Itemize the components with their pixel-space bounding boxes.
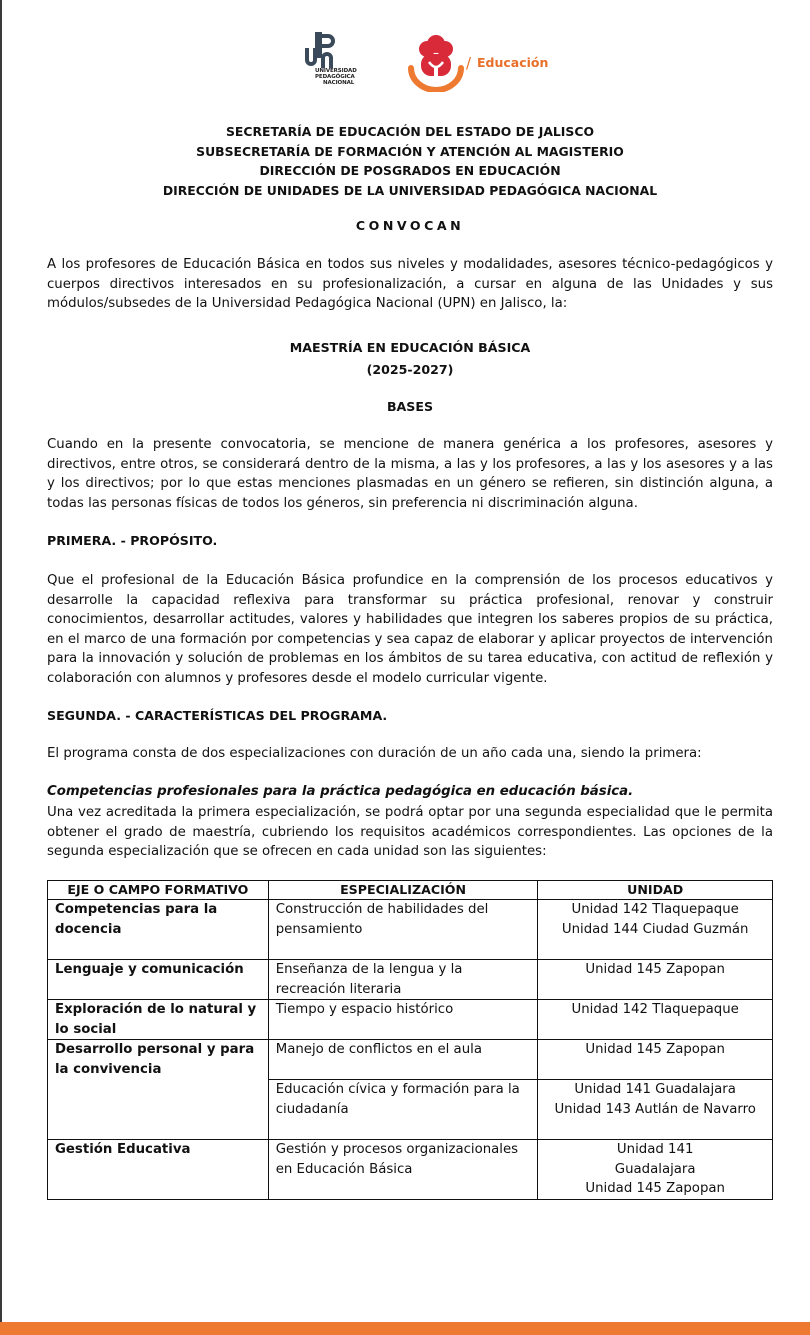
unidad-line: Unidad 141 Guadalajara (574, 1082, 736, 1097)
table-cell-eje: Desarrollo personal y para la convivencia (48, 1040, 269, 1140)
heading-line-1: SECRETARÍA DE EDUCACIÓN DEL ESTADO DE JALISCO (226, 124, 594, 139)
program-years: (2025-2027) (366, 362, 454, 377)
unidad-line: Unidad 141 (616, 1142, 694, 1157)
upn-text-2: PEDAGÓGICA (315, 74, 355, 80)
bases-paragraph: Cuando en la presente convocatoria, se mencione de manera genérica a los profesores, asesores y directivos, entre otros, se considerará dentro de la misma, a las y los profesores, a las y los asesores y a las y los directivos; por lo que estas menciones plasmadas en un género se refieren, sin distinción alguna, a todas las personas físicas de todos los géneros, sin preferencia ni discriminación alguna. (47, 437, 773, 511)
upn-logo-icon (303, 30, 337, 70)
table-cell-eje: Competencias para la docencia (48, 900, 269, 960)
primera-paragraph: Que el profesional de la Educación Básica profundice en la comprensión de los procesos educativos y desarrolle la capacidad reflexiva para transformar su práctica profesional, renovar y construir conocimientos, desarrollar actitudes, valores y habilidades que integren los saberes propios de su práctica, en el marco de una formación por competencias y sea capaz de elaborar y aplicar proyectos de intervención para la innovación y solución de problemas en los ámbitos de su tarea educativa, con actitud de reflexión y colaboración con alumnos y profesores desde el modelo curricular vigente. (47, 573, 773, 686)
unidad-line: Unidad 142 Tlaquepaque (571, 902, 739, 917)
table-cell-especializacion: Enseñanza de la lengua y la recreación literaria (268, 960, 538, 1000)
table-cell-unidad (538, 1000, 773, 1040)
table-header-unidad: UNIDAD (538, 881, 773, 900)
jalisco-logo-icon (407, 32, 465, 92)
unidad-line: Unidad 142 Tlaquepaque (571, 1002, 739, 1017)
table-row (48, 900, 773, 960)
header-logos (301, 30, 561, 92)
table-cell-especializacion: Manejo de conflictos en el aula (268, 1040, 538, 1080)
convocan-title: CONVOCAN (355, 218, 465, 233)
table-cell-unidad (538, 1080, 773, 1140)
table-cell-eje: Lenguaje y comunicación (48, 960, 269, 1000)
upn-text-1: UNIVERSIDAD (315, 68, 357, 74)
unidad-line: Guadalajara (614, 1161, 696, 1177)
upn-text-3: NACIONAL (323, 80, 355, 86)
unidad-line: Unidad 145 Zapopan (585, 962, 725, 977)
table-header-eje: EJE O CAMPO FORMATIVO (48, 881, 269, 900)
institution-headings (47, 122, 773, 200)
table-cell-unidad (538, 960, 773, 1000)
intro-paragraph: A los profesores de Educación Básica en todos sus niveles y modalidades, asesores técnico-pedagógicos y cuerpos directivos interesados en su profesionalización, a cursar en alguna de las Unidades y sus módulos/subsedes de la Universidad Pedagógica Nacional (UPN) en Jalisco, la: (47, 257, 773, 311)
first-specialization: Competencias profesionales para la práctica pedagógica en educación básica. (47, 784, 634, 799)
table-row (48, 960, 773, 1000)
footer-color-bar (0, 1322, 810, 1335)
program-name: MAESTRÍA EN EDUCACIÓN BÁSICA (289, 340, 531, 355)
table-cell-eje: Exploración de lo natural y lo social (48, 1000, 269, 1040)
heading-line-2: SUBSECRETARÍA DE FORMACIÓN Y ATENCIÓN AL MAGISTERIO (196, 143, 624, 159)
table-cell-unidad (538, 1040, 773, 1080)
page-left-edge (0, 0, 2, 1335)
table-cell-unidad (538, 900, 773, 960)
unidad-line: Unidad 143 Autlán de Navarro (554, 1101, 756, 1117)
table-header-row (48, 881, 773, 900)
primera-heading: PRIMERA. - PROPÓSITO. (47, 533, 218, 548)
heading-line-4: DIRECCIÓN DE UNIDADES DE LA UNIVERSIDAD PEDAGÓGICA NACIONAL (162, 182, 658, 198)
program-title (47, 337, 773, 381)
table-header-especializacion: ESPECIALIZACIÓN (268, 881, 538, 900)
segunda-paragraph: El programa consta de dos especializaciones con duración de un año cada una, siendo la primera: (47, 746, 702, 761)
specializations-table (47, 880, 773, 1200)
jalisco-slash: / (466, 54, 472, 72)
segunda-heading: SEGUNDA. - CARACTERÍSTICAS DEL PROGRAMA. (47, 708, 388, 723)
table-cell-especializacion: Gestión y procesos organizacionales en Educación Básica (268, 1140, 538, 1200)
heading-line-3: DIRECCIÓN DE POSGRADOS EN EDUCACIÓN (259, 163, 561, 178)
table-cell-especializacion: Tiempo y espacio histórico (268, 1000, 538, 1040)
segunda-paragraph-2: Una vez acreditada la primera especialización, se podrá optar por una segunda especialidad que le permita obtener el grado de maestría, cubriendo los requisitos académicos correspondientes. Las opciones de la segunda especialización que se ofrecen en cada unidad son las siguientes: (47, 805, 773, 859)
jalisco-educacion-text: Educación (477, 55, 549, 70)
upn-logo (301, 30, 365, 90)
table-row (48, 1140, 773, 1200)
unidad-line: Unidad 145 Zapopan (585, 1181, 725, 1196)
table-cell-especializacion: Educación cívica y formación para la ciudadanía (268, 1080, 538, 1140)
table-cell-especializacion: Construcción de habilidades del pensamiento (268, 900, 538, 960)
unidad-line: Unidad 145 Zapopan (585, 1042, 725, 1057)
table-row (48, 1040, 773, 1080)
unidad-line: Unidad 144 Ciudad Guzmán (561, 921, 749, 937)
table-cell-eje: Gestión Educativa (48, 1140, 269, 1200)
table-row (48, 1000, 773, 1040)
bases-title: BASES (386, 399, 434, 414)
table-cell-unidad (538, 1140, 773, 1200)
